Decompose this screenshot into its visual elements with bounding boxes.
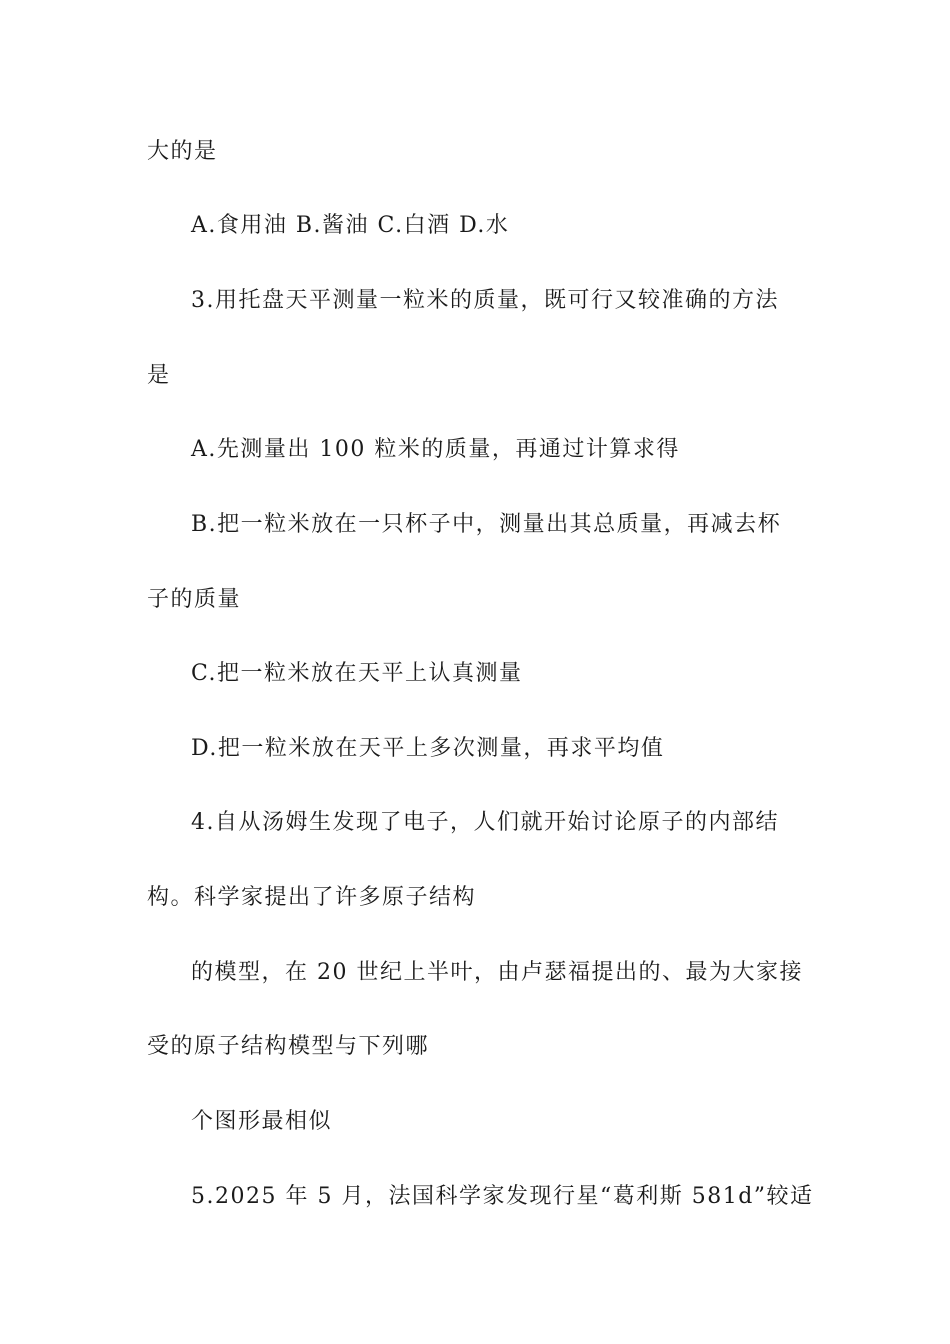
question-4-stem: 4.自从汤姆生发现了电子，人们就开始讨论原子的内部结 bbox=[191, 810, 779, 835]
question-3-stem-continuation: 是 bbox=[147, 363, 171, 388]
question-4-stem-paragraph-2-continuation: 受的原子结构模型与下列哪 bbox=[147, 1034, 430, 1059]
question-3-stem: 3.用托盘天平测量一粒米的质量，既可行又较准确的方法 bbox=[191, 288, 779, 313]
question-2-stem-continuation: 大的是 bbox=[147, 139, 218, 164]
question-4-stem-paragraph-2: 的模型，在 20 世纪上半叶，由卢瑟福提出的、最为大家接 bbox=[191, 960, 803, 985]
question-4-stem-continuation: 构。科学家提出了许多原子结构 bbox=[147, 885, 477, 910]
question-4-stem-paragraph-3: 个图形最相似 bbox=[191, 1109, 333, 1134]
question-5-stem: 5.2025 年 5 月，法国科学家发现行星“葛利斯 581d”较适 bbox=[191, 1184, 814, 1209]
question-2-options: A.食用油 B.酱油 C.白酒 D.水 bbox=[191, 213, 510, 238]
question-3-option-b: B.把一粒米放在一只杯子中，测量出其总质量，再减去杯 bbox=[191, 512, 782, 537]
question-3-option-d: D.把一粒米放在天平上多次测量，再求平均值 bbox=[191, 736, 665, 761]
question-3-option-c: C.把一粒米放在天平上认真测量 bbox=[191, 661, 523, 686]
question-3-option-b-continuation: 子的质量 bbox=[147, 587, 242, 612]
question-3-option-a: A.先测量出 100 粒米的质量，再通过计算求得 bbox=[191, 437, 680, 462]
